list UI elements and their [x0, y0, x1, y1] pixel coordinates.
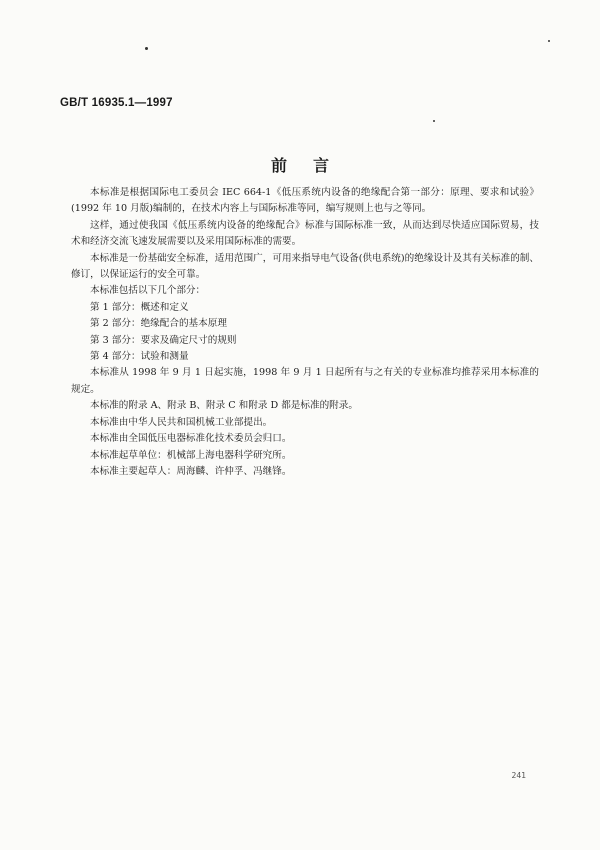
part-item: 第 2 部分：绝缘配合的基本原理	[90, 318, 227, 330]
preface-body	[71, 185, 539, 480]
page-title: 前言	[270, 156, 355, 175]
paragraph: 本标准起草单位：机械部上海电器科学研究所。	[90, 449, 292, 461]
paragraph: 本标准是根据国际电工委员会 IEC 664-1《低压系统内设备的绝缘配合第一部分：原理、要求和试验》(1992 年 10 月版)编制的，在技术内容上与国际标准等同，编写规则上也与之等同。	[71, 187, 539, 215]
paragraph: 本标准主要起草人：周海麟、许仲孚、冯继锋。	[90, 465, 292, 477]
part-item: 第 1 部分：概述和定义	[90, 301, 189, 313]
paragraph: 本标准由中华人民共和国机械工业部提出。	[90, 416, 273, 428]
paragraph: 这样，通过使我国《低压系统内设备的绝缘配合》标准与国际标准一致，从而达到尽快适应国际贸易，技术和经济交流飞速发展需要以及采用国际标准的需要。	[71, 219, 539, 248]
standard-code: GB/T 16935.1—1997	[60, 97, 173, 109]
paragraph: 本标准的附录 A、附录 B、附录 C 和附录 D 都是标准的附录。	[90, 400, 358, 412]
scan-speck	[145, 47, 148, 50]
paragraph: 本标准从 1998 年 9 月 1 日起实施，1998 年 9 月 1 日起所有与之有关的专业标准均推荐采用本标准的规定。	[71, 367, 539, 395]
paragraph: 本标准包括以下几个部分：	[90, 285, 206, 297]
part-item: 第 4 部分：试验和测量	[90, 351, 189, 363]
page-number: 241	[511, 771, 526, 780]
scan-speck	[548, 40, 550, 42]
paragraph: 本标准由全国低压电器标准化技术委员会归口。	[90, 433, 292, 445]
paragraph: 本标准是一份基础安全标准，适用范围广，可用来指导电气设备(供电系统)的绝缘设计及其有关标准的制、修订，以保证运行的安全可靠。	[71, 252, 539, 281]
scan-speck	[433, 120, 435, 122]
part-item: 第 3 部分：要求及确定尺寸的规则	[90, 334, 237, 346]
